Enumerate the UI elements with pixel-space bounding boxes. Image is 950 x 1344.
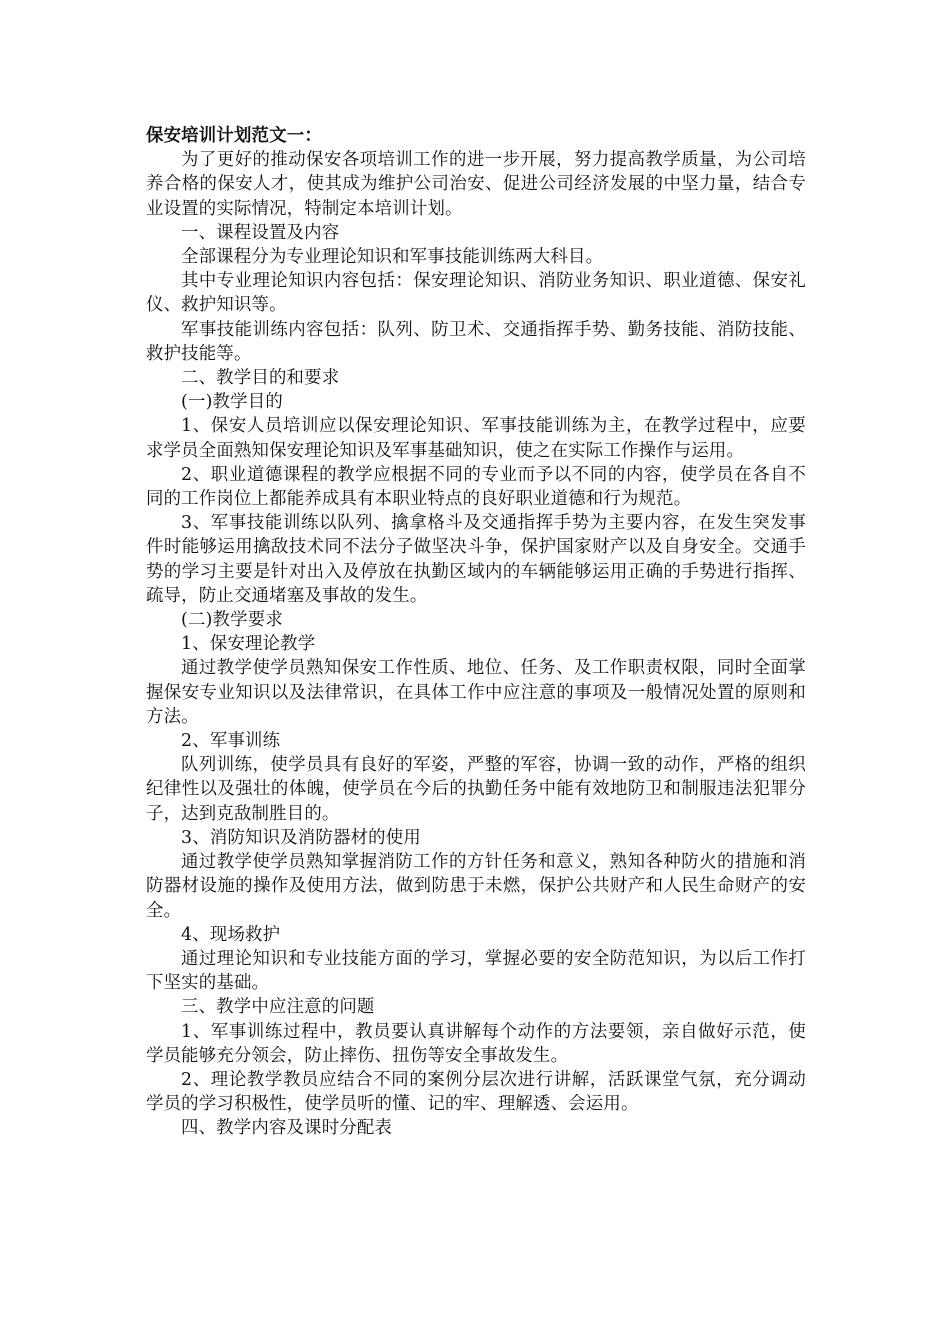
paragraph: 队列训练，使学员具有良好的军姿，严整的军容，协调一致的动作，严格的组织纪律性以及强壮的体魄，使学员在今后的执勤任务中能有效地防卫和制服违法犯罪分子，达到克敌制胜目的。 <box>146 755 806 824</box>
document-body <box>146 124 806 1141</box>
item-heading: 3、消防知识及消防器材的使用 <box>181 827 421 848</box>
paragraph: 1、保安人员培训应以保安理论知识、军事技能训练为主，在教学过程中，应要求学员全面熟知保安理论知识及军事基础知识，使之在实际工作操作与运用。 <box>146 416 806 461</box>
item-heading: 1、保安理论教学 <box>181 634 316 655</box>
paragraph: 其中专业理论知识内容包括：保安理论知识、消防业务知识、职业道德、保安礼仪、救护知识等。 <box>146 271 806 316</box>
paragraph: 为了更好的推动保安各项培训工作的进一步开展，努力提高教学质量，为公司培养合格的保安人才，使其成为维护公司治安、促进公司经济发展的中坚力量，结合专业设置的实际情况，特制定本培训计划。 <box>146 150 806 219</box>
paragraph: 通过教学使学员熟知保安工作性质、地位、任务、及工作职责权限，同时全面掌握保安专业知识以及法律常识，在具体工作中应注意的事项及一般情况处置的原则和方法。 <box>146 658 806 727</box>
item-heading: 4、现场救护 <box>181 924 281 945</box>
paragraph: 通过理论知识和专业技能方面的学习，掌握必要的安全防范知识，为以后工作打下坚实的基础。 <box>146 948 806 994</box>
paragraph: 3、军事技能训练以队列、擒拿格斗及交通指挥手势为主要内容，在发生突发事件时能够运用擒敌技术同不法分子做坚决斗争，保护国家财产以及自身安全。交通手势的学习主要是针对出入及停放在执勤区域内的车辆能够运用正确的手势进行指挥、疏导，防止交通堵塞及事故的发生。 <box>146 513 806 606</box>
section-heading: 二、教学目的和要求 <box>181 368 340 389</box>
item-heading: 2、军事训练 <box>181 731 281 752</box>
paragraph: 军事技能训练内容包括：队列、防卫术、交通指挥手势、勤务技能、消防技能、救护技能等。 <box>146 319 806 364</box>
paragraph: 通过教学使学员熟知掌握消防工作的方针任务和意义，熟知各种防火的措施和消防器材设施的操作及使用方法，做到防患于未燃，保护公共财产和人民生命财产的安全。 <box>146 852 806 921</box>
document-title: 保安培训计划范文一： <box>146 126 322 146</box>
paragraph: 全部课程分为专业理论知识和军事技能训练两大科目。 <box>181 247 604 268</box>
section-heading: 一、课程设置及内容 <box>181 222 340 243</box>
paragraph: 1、军事训练过程中，教员要认真讲解每个动作的方法要领，亲自做好示范，使学员能够充分领会，防止摔伤、扭伤等安全事故发生。 <box>146 1021 806 1066</box>
section-heading: 三、教学中应注意的问题 <box>181 997 375 1018</box>
section-heading: 四、教学内容及课时分配表 <box>181 1118 393 1139</box>
paragraph: 2、职业道德课程的教学应根据不同的专业而予以不同的内容，使学员在各自不同的工作岗位上都能养成具有本职业特点的良好职业道德和行为规范。 <box>146 464 806 510</box>
subsection-heading: (二)教学要求 <box>181 610 283 631</box>
paragraph: 2、理论教学教员应结合不同的案例分层次进行讲解，活跃课堂气氛，充分调动学员的学习积极性，使学员听的懂、记的牢、理解透、会运用。 <box>146 1069 806 1115</box>
subsection-heading: (一)教学目的 <box>181 392 283 413</box>
